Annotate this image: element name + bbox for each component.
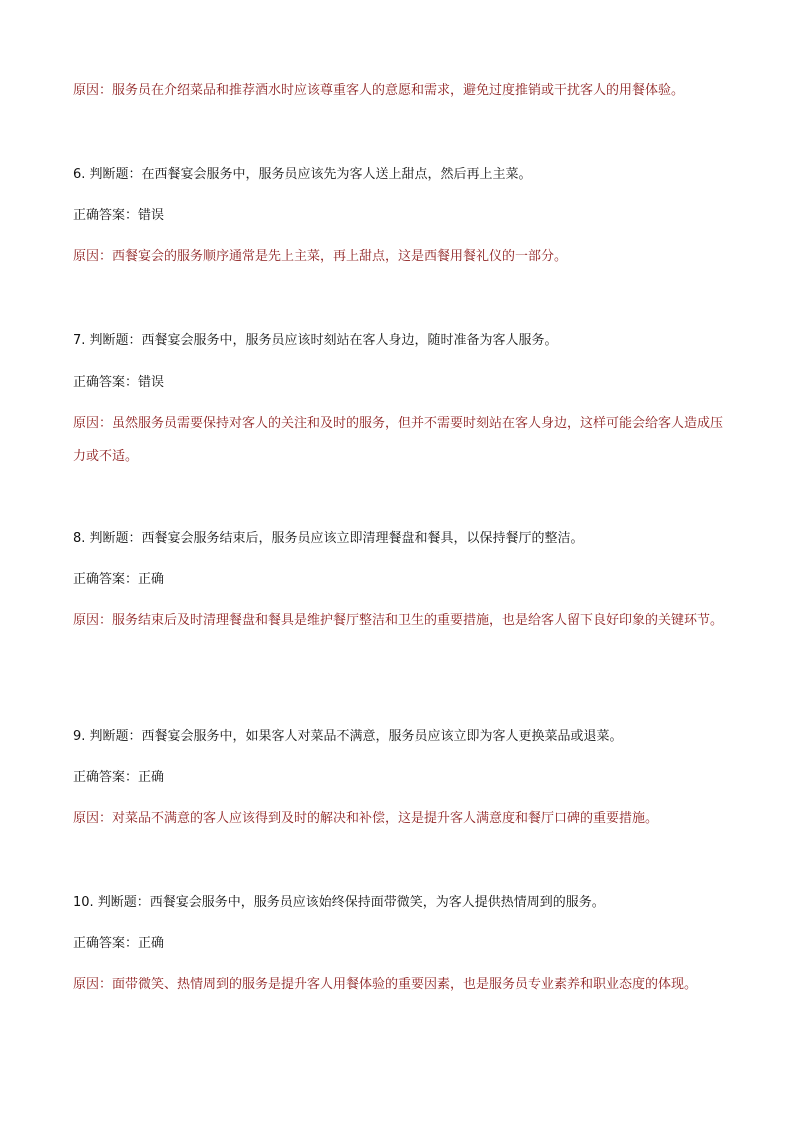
question-8: 8. 判断题：西餐宴会服务结束后，服务员应该立即清理餐盘和餐具，以保持餐厅的整洁。 — [73, 531, 584, 546]
reason-text: 原因：服务员在介绍菜品和推荐酒水时应该尊重客人的意愿和需求，避免过度推销或干扰客人的用餐体验。 — [73, 83, 685, 98]
reason-9: 原因：对菜品不满意的客人应该得到及时的解决和补偿，这是提升客人满意度和餐厅口碑的重要措施。 — [73, 811, 659, 826]
reason-8: 原因：服务结束后及时清理餐盘和餐具是维护餐厅整洁和卫生的重要措施，也是给客人留下良好印象的关键环节。 — [73, 613, 724, 628]
question-10: 10. 判断题：西餐宴会服务中，服务员应该始终保持面带微笑，为客人提供热情周到的服务。 — [73, 895, 605, 910]
answer-9: 正确答案：正确 — [73, 770, 165, 785]
question-6: 6. 判断题：在西餐宴会服务中，服务员应该先为客人送上甜点，然后再上主菜。 — [73, 167, 532, 182]
answer-6: 正确答案：错误 — [73, 208, 165, 223]
question-9: 9. 判断题：西餐宴会服务中，如果客人对菜品不满意，服务员应该立即为客人更换菜品或退菜。 — [73, 729, 623, 744]
answer-10: 正确答案：正确 — [73, 936, 165, 951]
reason-7: 原因：虽然服务员需要保持对客人的关注和及时的服务，但并不需要时刻站在客人身边，这样可能会给客人造成压力或不适。 — [73, 416, 724, 464]
answer-8: 正确答案：正确 — [73, 572, 165, 587]
reason-6: 原因：西餐宴会的服务顺序通常是先上主菜，再上甜点，这是西餐用餐礼仪的一部分。 — [73, 249, 568, 264]
question-7: 7. 判断题：西餐宴会服务中，服务员应该时刻站在客人身边，随时准备为客人服务。 — [73, 333, 558, 348]
answer-7: 正确答案：错误 — [73, 375, 165, 390]
reason-10: 原因：面带微笑、热情周到的服务是提升客人用餐体验的重要因素，也是服务员专业素养和职业态度的体现。 — [73, 977, 698, 992]
